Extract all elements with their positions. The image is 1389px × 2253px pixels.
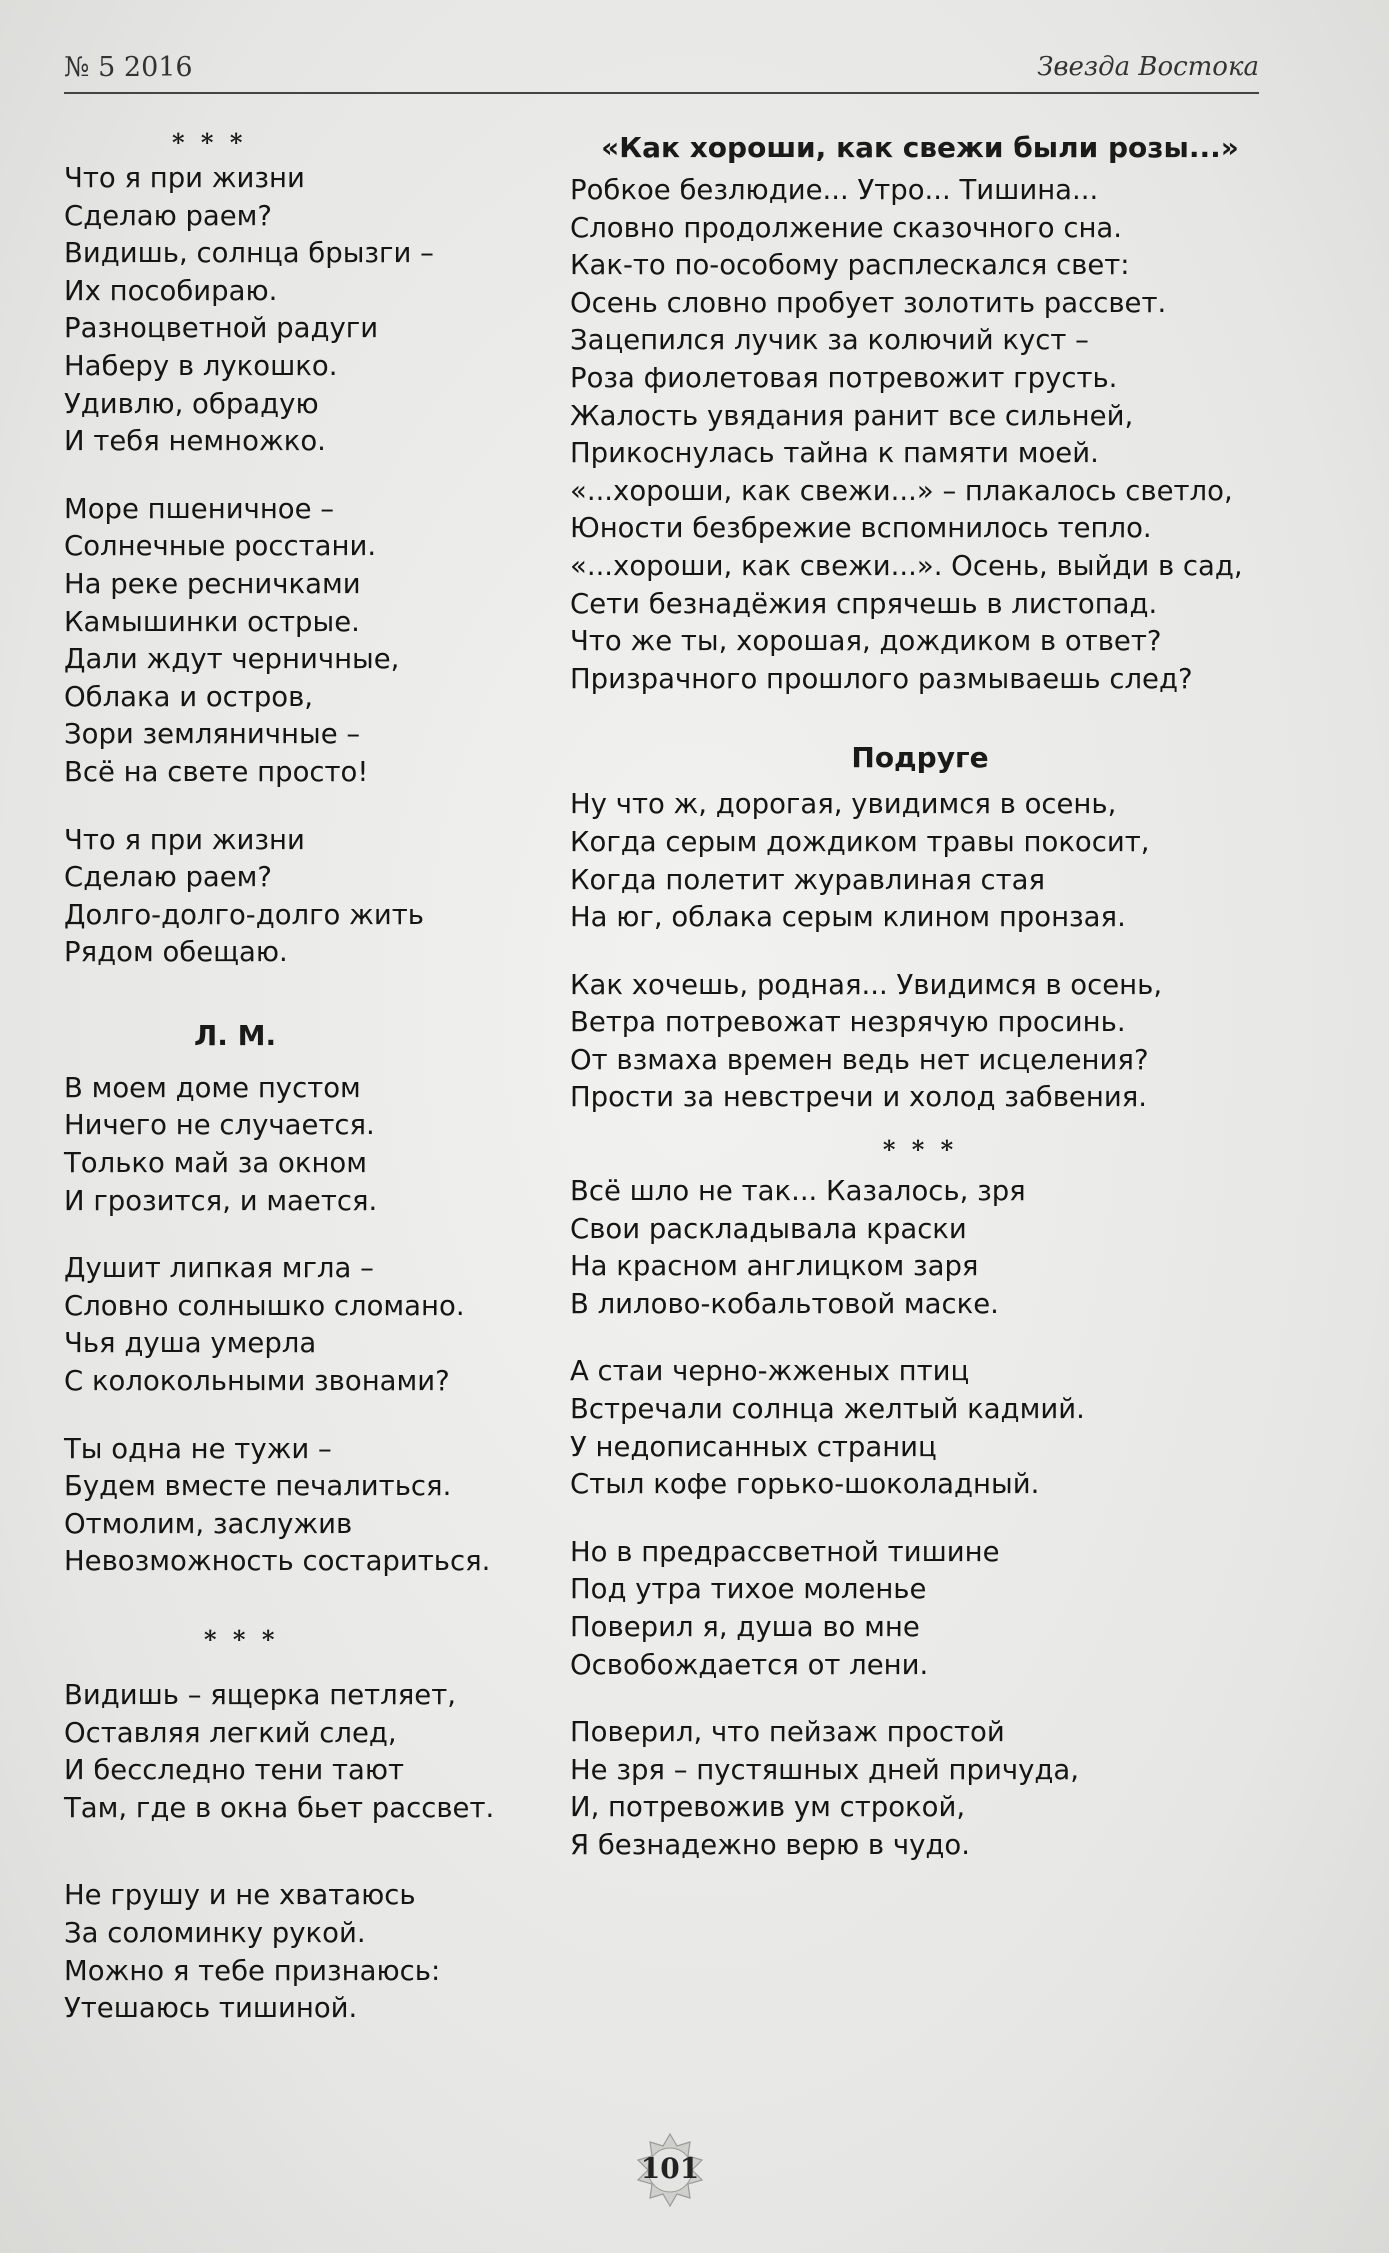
poem-stanza: [570, 967, 1270, 1117]
poem-line: Только май за окном: [64, 1147, 367, 1180]
poem-line: Видишь, солнца брызги –: [64, 237, 434, 270]
poem-line: Ветра потревожат незрячую просинь.: [570, 1006, 1126, 1039]
poem-line: «...хороши, как свежи...» – плакалось светло,: [570, 474, 1233, 507]
poem-line: Камышинки острые.: [64, 605, 360, 638]
poem-line: Когда полетит журавлиная стая: [570, 863, 1046, 896]
poem-stanza: [570, 1714, 1270, 1864]
poem-line: На реке ресничками: [64, 567, 361, 600]
poem-line: Облака и остров,: [64, 680, 314, 713]
poem-line: Поверил я, душа во мне: [570, 1611, 920, 1643]
left-column: [64, 128, 564, 2058]
poem-stanza: [64, 1877, 564, 2027]
poem-line: И бесследно тени тают: [64, 1754, 405, 1787]
poem-line: Солнечные росстани.: [64, 530, 377, 563]
poem-stanza: [64, 822, 564, 972]
poem-line: Душит липкая мгла –: [64, 1252, 374, 1285]
poem-line: Чья душа умерла: [64, 1327, 317, 1360]
poem-line: Словно продолжение сказочного сна.: [570, 211, 1123, 244]
poem-line: Их пособираю.: [64, 274, 278, 307]
section-divider-stars: * * *: [172, 128, 247, 157]
poem-line: И грозится, и мается.: [64, 1184, 378, 1217]
poem-line: Роза фиолетовая потревожит грусть.: [570, 361, 1118, 394]
poem-line: Как-то по-особому расплескался свет:: [570, 249, 1130, 282]
poem-stanza: [570, 786, 1270, 936]
poem-stanza: [64, 1070, 564, 1220]
poem-line: Долго-долго-долго жить: [64, 898, 424, 931]
poem-line: С колокольными звонами?: [64, 1365, 450, 1398]
page-number-ornament: [630, 2130, 710, 2210]
poem-line: Что я при жизни: [64, 823, 305, 856]
issue-number: № 5 2016: [64, 52, 193, 83]
poem-line: На красном англицком заря: [570, 1250, 979, 1283]
poem-stanza: [570, 1534, 1270, 1684]
page-number: 101: [640, 2152, 700, 2185]
poem-line: Но в предрассветной тишине: [570, 1535, 1000, 1568]
poem-line: Наберу в лукошко.: [64, 349, 338, 382]
header-rule: [64, 92, 1259, 94]
poem-line: Дали ждут черничные,: [64, 643, 400, 676]
poem-line: Юности безбрежие вспомнилось тепло.: [570, 512, 1152, 545]
poem-stanza: [570, 1353, 1270, 1503]
poem-line: В лилово-кобальтовой маске.: [570, 1287, 999, 1320]
poem-line: «...хороши, как свежи...». Осень, выйди в сад,: [570, 549, 1243, 582]
poem-line: Прости за невстречи и холод забвения.: [570, 1081, 1147, 1114]
poem-line: Зацепился лучик за колючий куст –: [570, 324, 1089, 357]
poem-line: Призрачного прошлого размываешь след?: [570, 662, 1193, 695]
poem-line: Невозможность состариться.: [64, 1545, 491, 1578]
poem-line: Удивлю, обрадую: [64, 387, 319, 420]
poem-line: Оставляя легкий след,: [64, 1716, 397, 1749]
poem-line: На юг, облака серым клином пронзая.: [570, 901, 1126, 934]
page-header: [64, 52, 1259, 92]
poem-title: Л. М.: [194, 1018, 277, 1052]
poem-line: В моем доме пустом: [64, 1071, 361, 1104]
poem-stanza: [64, 1677, 564, 1827]
poem-line: Жалость увядания ранит все сильней,: [570, 399, 1134, 432]
poem-line: Сети безнадёжия спрячешь в листопад.: [570, 587, 1158, 620]
poem-line: Рядом обещаю.: [64, 936, 288, 969]
poem-line: Сделаю раем?: [64, 861, 273, 894]
poem-line: Когда серым дождиком травы покосит,: [570, 825, 1150, 858]
poem-line: Освобождается от лени.: [570, 1648, 929, 1681]
poem-line: Там, где в окна бьет рассвет.: [64, 1791, 495, 1824]
journal-title: Звезда Востока: [1037, 52, 1259, 82]
poem-line: Можно я тебе признаюсь:: [64, 1954, 441, 1987]
poem-line: И тебя немножко.: [64, 425, 326, 458]
poem-line: Встречали солнца желтый кадмий.: [570, 1393, 1085, 1426]
poem-stanza: [64, 1431, 564, 1581]
poem-stanza: [570, 1173, 1270, 1323]
poem-line: Море пшеничное –: [64, 492, 335, 525]
poem-stanza: [64, 491, 564, 792]
poem-line: Я безнадежно верю в чудо.: [570, 1828, 970, 1861]
section-divider-stars: * * *: [204, 1625, 279, 1654]
poem-line: Всё шло не так... Казалось, зря: [570, 1175, 1026, 1208]
right-column: [570, 128, 1270, 1895]
poem-line: Всё на свете просто!: [64, 755, 369, 788]
poem-line: Будем вместе печалиться.: [64, 1470, 452, 1503]
poem-line: Ничего не случается.: [64, 1109, 375, 1142]
poem-line: Под утра тихое моленье: [570, 1573, 927, 1606]
poem-line: Видишь – ящерка петляет,: [64, 1679, 456, 1711]
poem-line: За соломинку рукой.: [64, 1916, 366, 1949]
poem-line: Робкое безлюдие... Утро... Тишина...: [570, 174, 1099, 206]
poem-line: Как хочешь, родная... Увидимся в осень,: [570, 968, 1163, 1001]
poem-line: Зори земляничные –: [64, 718, 361, 751]
poem-line: Словно солнышко сломано.: [64, 1289, 465, 1322]
poem-line: Сделаю раем?: [64, 199, 273, 232]
poem-line: Утешаюсь тишиной.: [64, 1992, 358, 2025]
poem-stanza: [64, 1250, 564, 1400]
poem-line: У недописанных страниц: [570, 1430, 937, 1463]
poem-line: Что же ты, хорошая, дождиком в ответ?: [570, 625, 1162, 658]
poem-line: Прикоснулась тайна к памяти моей.: [570, 437, 1099, 470]
poem-line: Свои раскладывала краски: [570, 1212, 967, 1245]
section-divider-stars: * * *: [882, 1135, 958, 1165]
poem-line: Ты одна не тужи –: [64, 1432, 332, 1465]
poem-line: Осень словно пробует золотить рассвет.: [570, 286, 1167, 319]
poem-line: Отмолим, заслужив: [64, 1507, 353, 1540]
poem-line: А стаи черно-жженых птиц: [570, 1355, 970, 1388]
poem-line: Не грушу и не хватаюсь: [64, 1879, 416, 1912]
poem-line: Поверил, что пейзаж простой: [570, 1716, 1005, 1749]
poem-line: И, потревожив ум строкой,: [570, 1791, 966, 1824]
poem-stanza: [64, 160, 564, 461]
poem-title: «Как хороши, как свежи были розы...»: [601, 131, 1239, 164]
poem-stanza: [570, 172, 1270, 698]
poem-line: Не зря – пустяшных дней причуда,: [570, 1753, 1079, 1786]
poem-line: От взмаха времен ведь нет исцеления?: [570, 1043, 1149, 1076]
poem-line: Разноцветной радуги: [64, 312, 379, 345]
poem-line: Стыл кофе горько-шоколадный.: [570, 1468, 1040, 1501]
poem-line: Что я при жизни: [64, 162, 305, 194]
poem-title: Подруге: [851, 741, 989, 775]
poem-line: Ну что ж, дорогая, увидимся в осень,: [570, 788, 1117, 821]
